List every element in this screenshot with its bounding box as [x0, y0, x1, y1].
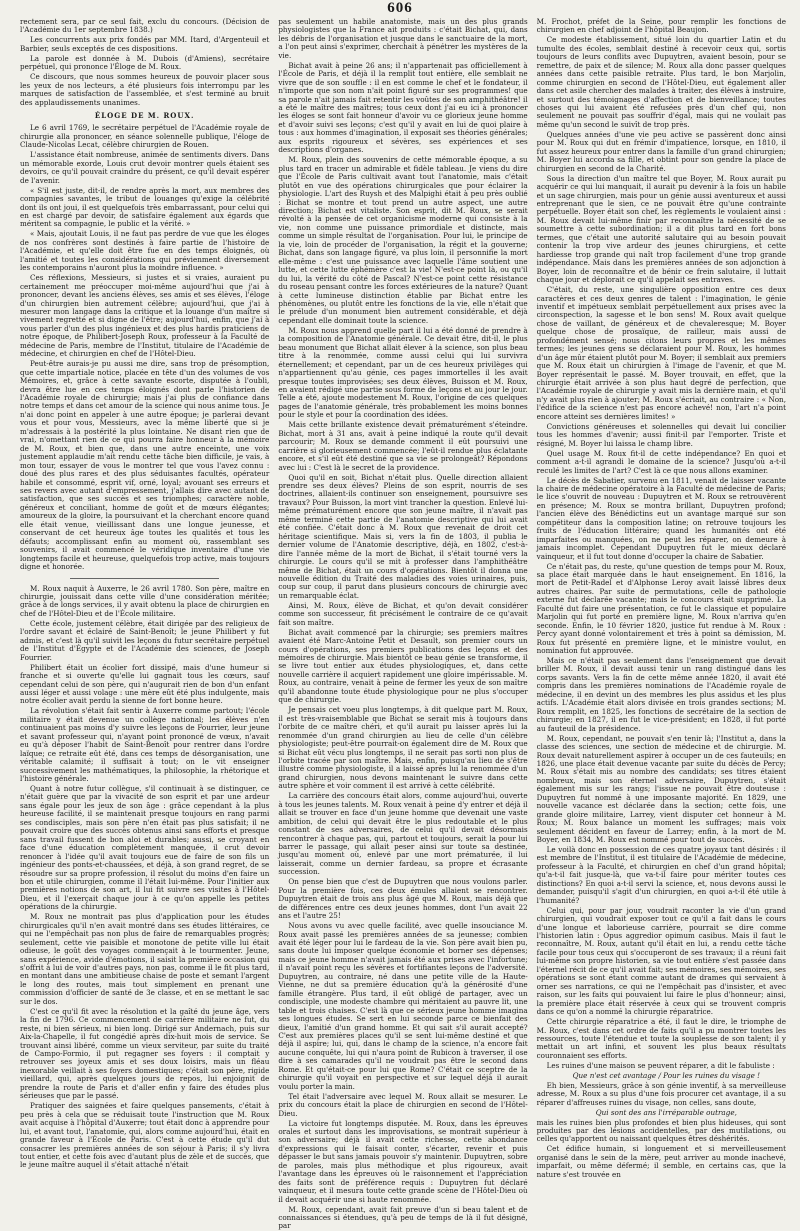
- paragraph: Ainsi, M. Roux, élève de Bichat, et qu'on devait considérer comme son successeur, fit précisément le contraire de ce qu'avait fait son maître.: [278, 600, 528, 627]
- paragraph: Je pensais cet voeu plus longtemps, à dit quelque part M. Roux, il est très-vraisemblable que Bichat se serait mis à toujours dans l'orbite de ce maître chéri, et qu'il aurait pu laisser après lui la renommée d'un grand chirurgien au lieu de celle d'un célèbre physiologiste; peut-être pourrait-on également dire de M. Roux que si Bichat eût vécu plus longtemps, il ne serait pas sorti non plus de l'orbite tracée par son maître. Mais, enfin, puisqu'au lieu de s'être illustré comme physiologiste, il a laissé après lui la renommée d'un grand chirurgien, nous devons maintenant le suivre dans cette autre sphère et voir comment il est arrivé à cette célébrité.: [278, 705, 528, 791]
- paragraph: Ces réflexions, Messieurs, si justes et si vraies, auraient pu certainement me préoccuper moi-même aujourd'hui que j'ai à prononcer, devant les anciens élèves, ses amis et ses élèves, l'éloge d'un chirurgien bien autrement célèbre; aujourd'hui, que j'ai à mesurer mon langage dans la critique et la louange d'un maître si vivement regretté et si digne de l'être; aujourd'hui, enfin, que j'ai à vous parler d'un des plus ingénieux et des plus hardis praticiens de notre époque, de Philibert-Joseph Roux, professeur à la Faculté de médecine de Paris, membre de l'Institut, titulaire de l'Académie de médecine, et chirurgien en chef de l'Hôtel-Dieu.: [20, 273, 270, 359]
- paragraph: pas seulement un habile anatomiste, mais un des plus grands physiologistes que la France ait produits : c'était Bichat, qui, dans les débris de l'organisation et jusque dans le sanctuaire de la mort, a l'on peut ainsi s'exprimer, cherchait à pénétrer les mystères de la vie.: [278, 17, 528, 60]
- column-middle: [278, 17, 528, 1231]
- paragraph: M. Roux, plein des souvenirs de cette mémorable époque, a su plus tard en tracer un admirable et fidèle tableau. Je viens du dire que l'École de Paris cultivait avant tout l'anatomie, mais c'était plutôt en vue des opérations chirurgicales que pour éclairer la physiologie. L'art des Ruysh et des Malpighi était à peu près oublié : Bichat se montre et tout prend un autre aspect, une autre direction; Bichat est vitaliste. Son esprit, dit M. Roux, se serait révolté à la pensée de cet organicisme moderne qui consiste à la vie, non comme une puissance primordiale et distincte, mais comme un simple résultat de l'organisation. Pour lui, le principe de la vie, loin de procéder de l'organisation, la régit et la gouverne; Bichat, dans son langage figuré, va plus loin, il personnifie la mort elle-même : c'est une puissance avec laquelle l'âme soutient une lutte, et cette lutte éphémère c'est la vie! N'est-ce point là, ou qu'il du lui, la vérité du côté de Pascal? N'est-ce point cette résistance du roseau pensant contre les forces extérieures de la nature? Quant à cette lumineuse distinction établie par Bichat entre les phénomènes, ou plutôt entre les fonctions de la vie, elle n'était que le prélude d'un monument bien autrement considérable, et déjà cependant elle dominait toute la science.: [278, 155, 528, 325]
- paragraph: Le 6 avril 1769, le secrétaire perpétuel de l'Académie royale de chirurgie alla prononcer, en séance solennelle publique, l'éloge de Claude-Nicolas Lecat, célèbre chirurgien de Rouen.: [20, 123, 270, 150]
- paragraph: Le voilà donc en possession de ces quatre joyaux tant désirés : il est membre de l'Institut, il est titulaire de l'Académie de médecine, professeur à la Faculté, et chirurgien en chef d'un grand hôpital; qu'a-t-il fait jusque-là, que va-t-il faire pour mériter toutes ces distinctions? En quoi a-t-il servi la science, et, nous devons aussi le demander, puisqu'il s'agit d'un chirurgien, en quoi a-t-il été utile à l'humanité?: [536, 845, 786, 905]
- paragraph: Les concurrents aux prix fondés par MM. Itard, d'Argenteuil et Barbier, seuls exceptés de ces dispositions.: [20, 35, 270, 53]
- paragraph: Le décès de Sabatier, survenu en 1811, venait de laisser vacante la chaire de médecine opératoire à la Faculté de médecine de Paris; le lice s'ouvrit de nouveau : Dupuytren et M. Roux se retrouvèrent en présence; M. Roux se montra brillant, Dupuytren profond; l'ancien élève des Bénédictins eut un avantage marqué sur son compétiteur dans la composition latine; on retrouve toujours les fruits de l'éducation littéraire; quand les humanités ont été imparfaites ou manquées, on ne peut les réparer, on demeure à jamais incomplet. Cependant Dupuytren fut le mieux déclaré vainqueur, et il fut tout donne d'occuper la chaire de Sabatier.: [536, 475, 786, 561]
- paragraph: Quant à notre futur collègue, s'il continuait à se distinguer, ce n'était guère que par la vivacité de son esprit et par une ardeur sans égale pour les jeux de son âge : grâce cependant à la plus heureuse facilité, il se maintenait presque toujours en rang parmi ses condisciples, mais son père n'en était pas plus satisfait; il ne pouvait croire que des succès obtenus ainsi sans efforts et presque sans travail fussent de bon aloi et durables; aussi, se croyant en face d'une éducation complètement manquée, il crut devoir renoncer à l'idée qu'il avait toujours eue de faire de son fils un ingénieur des ponts-et-chaussées, et déjà, à son grand regret, de se résoudre sur sa propre profession, il résolut du moins d'en faire un bon et utile chirurgien, comme il l'était lui-même. Pour l'initier aux premières notions de son art, il lui fit suivre ses visites à l'Hôtel-Dieu, et il l'exerçait chaque jour à ce qu'on appelle les petites opérations de la chirurgie.: [20, 783, 270, 912]
- section-title: ÉLOGE DE M. ROUX.: [94, 111, 195, 121]
- paragraph: Celui qui, pour par jour, voudrait raconter la vie d'un grand chirurgien, qui voudrait exposer tout ce qu'il a fait dans le cours d'une longue et laborieuse carrière, pourrait se dire comme l'historien latin : Opus aggredior opimum casibus. Mais il faut le reconnaître, M. Roux, autant qu'il était en lui, a rendu cette tâche facile pour tous ceux qui s'occuperont de ses travaux; il a réuni fait lui-même son propre historien, sa vie tout entière s'est passée dans l'éternel récit de ce qu'il avait fait; ses mémoires, ses mémoires, ses opérations se sont étant comme autant de drames qui servaient à orner ses narrations, ce qui ne l'empêchait pas d'insister, et avec raison, sur les faits qui pouvaient lui faire le plus d'honneur; ainsi, la première place était réservée à ceux qui se trouvent compris dans ce qu'on a nommé la chirurgie réparatrice.: [536, 905, 786, 1017]
- paragraph: mais les ruines bien plus profondes et bien plus hideuses, qui sont produites par des lésions accidentelles, par des mutilations, ou celles qu'apportent ou naissant quelques êtres déshérités.: [536, 1117, 786, 1144]
- paragraph: Les ruines d'une maison se peuvent réparer, a dit le fabuliste :: [546, 1060, 775, 1070]
- paragraph: Ce n'était pas, du reste, qu'une question de temps pour M. Roux, sa place était marquée dans le haut enseignement. En 1816, la mort de Petit-Radel et d'Alphonse Leroy avait laissé libres deux autres chaires. Par suite de permutations, celle de pathologie externe fut déclarée vacante; mais le concours était supprimé. La Faculté dut faire une présentation, ce fut le classique et populaire Marjolin qui fut porté en première ligne, M. Roux n'arriva qu'en seconde. Enfin, le 10 février 1820, justice fut rendue à M. Roux : Percy ayant donné volontairement et très à point sa démission, M. Roux fut présenté en première ligne, et le ministre voulut, en nomination fut approuvée.: [536, 561, 786, 656]
- paragraph: M. Roux, cependant, avait fait preuve d'un si beau talent et de connaissances si étendues, qu'à peu de temps de là il fut désigné, par: [278, 1204, 528, 1231]
- paragraph: C'est ce qu'il fit avec la résolution et la gaîté du jeune âge, vers la fin de 1796. Ce commencement de carrière militaire ne fut, du reste, ni bien sérieux, ni bien long. Dirigé sur Andernach, puis sur Aix-la-Chapelle, il fut congédié après dix-huit mois de service. Se trouvant ainsi libéré, comme un vieux serviteur, par suite du traité de Campo-Formio, il put regagner ses foyers : il comptait y retrouver ses joyeux amis et ses doux loisirs, mais un fléau inexorable veillait à ses foyers domestiques; c'était son père, rigide vieillard, qui, après quelques jours de repos, lui enjoignit de prendre la route de Paris et d'aller enfin y faire des études plus sérieuses que par le passé.: [20, 1006, 270, 1101]
- column-right: [536, 17, 786, 1179]
- paragraph: M. Frochot, préfet de la Seine, pour remplir les fonctions de chirurgien en chef adjoint de l'hôpital Beaujon.: [536, 17, 786, 35]
- paragraph: L'assistance était nombreuse, animée de sentiments divers. Dans un mémorable exorde, Louis crut devoir montrer quels étaient ses devoirs, ce qu'il pouvait craindre du présent, ce qu'il devait espérer de l'avenir.: [20, 150, 270, 185]
- paragraph: Cette chirurgie réparatrice a été, il faut le dire, le triomphe de M. Roux, c'est dans cet ordre de faits qu'il a pu montrer toutes les ressources, toute l'étendue et toute la souplesse de son talent; il y mettait un art infini, et souvent les plus beaux résultats couronnaient ses efforts.: [536, 1017, 786, 1060]
- page-number: 606: [387, 0, 413, 16]
- paragraph: « S'il est juste, dit-il, de rendre après la mort, aux membres des compagnies savantes, le tribut de louanges qu'exige la célébrité dont ils ont joui, il est quelquefois très embarrassant, pour celui qui en est chargé par devoir, de satisfaire également aux égards que méritent sa compagnie, le public et la vérité. »: [20, 185, 270, 229]
- paragraph: On pense bien que c'est de Dupuytren que nous voulons parler. Pour la première fois, ces deux émules allaient se rencontrer. Dupuytren était de trois ans plus âgé que M. Roux, mais déjà que de différences entre ces deux jeunes hommes, dont l'un avait 22 ans et l'autre 25!: [278, 877, 528, 921]
- paragraph: Mais cette brillante existence devait prématurément s'éteindre. Bichat, mort à 31 ans, avait à peine indiqué la route qu'il devait parcourir; M. Roux se demande comment il eût poursuivi une carrière si glorieusement commencée; l'eût-il rendue plus éclatante encore, et s'il eût été destiné que sa vie se prolongeât? Répondons avec lui : C'est là le secret de la providence.: [278, 420, 528, 472]
- column-left: [20, 17, 270, 1170]
- paragraph: Ce discours, que nous sommes heureux de pouvoir placer sous les yeux de nos lecteurs, a été plusieurs fois interrompu par les marques de satisfaction de l'assemblée, et s'est terminé au bruit des applaudissements unanimes.: [20, 72, 270, 107]
- paragraph: Nous avons vu avec quelle facilité, avec quelle insouciance M. Roux avait passé les premières années de sa jeunesse; combien avait été léger pour lui le fardeau de la vie. Son père avait bien pu, sans doute lui imposer quelque économie et borner ses dépenses; mais ce jeune homme n'avait jamais été aux prises avec l'infortune; il n'avait point reçu les sévères et fortifiantes leçons de l'adversité. Dupuytren, au contraire, né dans une petite ville de la Haute-Vienne, ne dut sa première éducation qu'à la générosité d'une famille étrangère. Plus tard, il eût obligé de partager, avec un condisciple, une modeste chambre qui méritaient au pauvre lit, une table et trois chaises. C'est là que ce sérieux jeune homme imagina ses longues études. Se sert en lui seconde parce ce bienfait des dieux, l'amitié d'un grand homme. Et qui sait s'il aurait accepté? C'est aux premières places qu'il se sent lui-même destiné et que déjà il aspire; lui, qui, dans le champ de la science, n'a encore fait aucune conquête, lui qui n'aura point de Rubicon à traverser, il ose dire à ses camarades qu'il ne voudrait pas être le second dans Rome. Et qu'était-ce pour lui que Rome? C'était ce sceptre de la chirurgie qu'il voyait en perspective et sur lequel déjà il aurait voulu porter la main.: [278, 921, 528, 1091]
- paragraph: Quoi qu'il en soit, Bichat n'était plus. Quelle direction allaient prendre ses deux élèves? Pleins de son esprit, nourris de ses doctrines, allaient-ils continuer son enseignement, poursuivre ses travaux? Pour Buisson, la mort vint trancher la question. Enlevé lui-même prématurément encore que son jeune maître, il n'avait pas même terminé cette partie de l'anatomie descriptive qui lui avait été confiée. C'était donc à M. Roux que revenait de droit cet héritage scientifique. Mais si, vers la fin de 1803, il publia le dernier volume de l'Anatomie descriptive, déjà, en 1802, c'est-à-dire l'année même de la mort de Bichat, il s'était tourné vers la chirurgie. Le cours qu'il se mit à professer dans l'amphithéâtre même de Bichat, était un cours d'opérations. Bientôt il donna une nouvelle édition du Traité des maladies des voies urinaires, puis, coup sur coup, il parut dans plusieurs concours de chirurgie avec un remarquable éclat.: [278, 472, 528, 600]
- section-divider: [70, 578, 220, 579]
- paragraph: La carrière des concours était alors, comme aujourd'hui, ouverte à tous les jeunes talents. M. Roux venait à peine d'y entrer et déjà il allait se trouver en face d'un jeune homme que devenait une vaste ambition, de celui qui devait être le plus redoutable et le plus constant de ses adversaires, de celui qu'il devait désormais rencontrer à chaque pas, qui, partout et toujours, serait la pour lui barrer le passage, qui allait peser ainsi sur toute sa destinée, jusqu'au moment où, enlevé par une mort prématurée, il lui laisserait, comme un dernier fardeau, sa propre et écrasante succession.: [278, 791, 528, 877]
- paragraph: Convictions généreuses et solennelles qui devait lui concilier tous les hommes d'avenir; aussi finit-il par l'emporter. Triste et résigné, M. Boyer lui laissa le champ libre.: [536, 421, 786, 448]
- paragraph: M. Roux, cependant, ne pouvait s'en tenir là; l'Institut a, dans la classe des sciences, une section de médecine et de chirurgie. M. Roux devait naturellement aspirer à occuper un de ces fauteuils; en 1826, une place était devenue vacante par suite du décès de Percy; M. Roux s'était mis au nombre des candidats; ses titres étaient nombreux, mais son éternel adversaire, Dupuytren, s'était également mis sur les rangs; l'issue ne pouvait être douteuse : Dupuytren fut nommé à une imposante majorité. En 1829, une nouvelle vacance est déclarée dans la section; cette fois, une grande gloire militaire, Larrey, vient disputer cet honneur à M. Roux; M. Roux balance un moment les suffrages; mais voix seulement décident en faveur de Larrey; enfin, à la mort de M. Boyer, en 1834, M. Roux est nommé pour tout de succès.: [536, 733, 786, 845]
- paragraph: Ce modeste établissement, situé loin du quartier Latin et du tumulte des écoles, semblait destiné à recevoir ceux qui, sortis toujours de leurs conflits avec Dupuytren, avaient besoin, pour se remettre, de paix et de silence; M. Roux alla donc passer quelques années dans cette paisible retraite. Plus tard, le bon Marjolin, comme chirurgien en second de l'Hôtel-Dieu, eut également aller dans cet asile chercher des malades à traiter, des élèves à instruire, et surtout des témoignages d'affection et de bienveillance; toutes choses qui lui avaient été refusées près d'un chef qui, non seulement ne pouvait pas souffrir d'égal, mais qui ne voulait pas même qu'un second le suivît de trop près.: [536, 35, 786, 129]
- paragraph: La parole est donnée à M. Dubois (d'Amiens), secrétaire perpétuel, qui prononce l'Éloge de M. Roux.: [20, 53, 270, 72]
- text-columns: [20, 17, 786, 1231]
- paragraph: C'était, du reste, une singulière opposition entre ces deux caractères et ces deux genres de talent : l'imagination, le génie inventif et impétueux semblait perpétuellement aux prises avec la circonspection, la sagesse et le bon sens! M. Roux avait quelque chose de vaillant, de généreux et de chevaleresque; M. Boyer quelque chose de prosaïque, de railleur, mais aussi de profondément sensé; nous citons leurs propres et les mêmes termes; les jeunes gens se déclaraient pour M. Roux, les hommes d'un âge mûr étaient plutôt pour M. Boyer; il semblait aux premiers que M. Roux était un chirurgien à l'image de l'avenir, et que M. Boyer représentait le passé. M. Boyer trouvait, en effet, que la chirurgie était arrivée à son plus haut degré de perfection, que l'Académie royale de chirurgie y avait mis la dernière main, et qu'il n'y avait plus rien à ajouter; M. Roux s'écriait, au contraire : « Non, l'édifice de la science n'est pas encore achevé! non, l'art n'a point encore atteint ses dernières limites! »: [536, 285, 786, 421]
- paragraph: Bichat avait à peine 26 ans; il n'appartenait pas officiellement à l'École de Paris, et déjà il la remplit tout entière, elle semblait ne vivre que de son souffle : il en est comme le chef et le fondateur, il n'importe que son nom n'ait point figuré sur ses programmes! que sa parole n'ait jamais fait retentir les voûtes de son amphithéâtre! il a été le maître des maîtres; tous ceux dont j'ai eu ici à prononcer les éloges se sont fait honneur d'avoir vu ce glorieux jeune homme et d'avoir suivi ses leçons; c'est qu'il y avait en lui de quoi plaire à tous : aux hommes d'imagination, il exposait ses théories générales; aux esprits rigoureux et sévères, ses expériences et ses descriptions d'organes.: [278, 60, 528, 155]
- paragraph: Sous la direction d'un maître tel que Boyer, M. Roux aurait pu acquérir ce qui lui manquait, il aurait pu devenir à la fois un habile et un sage chirurgien, mais pour un génie aussi aventureux et aussi entreprenant que le sien, ce ne pouvait être qu'une contrainte perpétuelle. Boyer était son chef, les règlements le voulaient ainsi : M. Roux devait lui-même finir par reconnaître la nécessité de se soumettre à cette subordination; il a dit plus tard en fort bons termes, que c'était une autorité salutaire qui au besoin pouvait contenir la trop vive ardeur des jeunes chirurgiens, et cette hardiesse trop grande qui naît trop facilement d'une trop grande indépendance. Mais dans les premières années de son adjonction à Boyer, loin de reconnaître et de bénir ce frein salutaire, il luttait chaque jour et déplorait ce qu'il appelait ses entraves.: [536, 173, 786, 285]
- verse-quote: Que n'est cet avantage / Pour les ruines du visage !: [572, 1070, 760, 1080]
- paragraph: Peut-être aurais-je pu aussi me dire, sans trop de présomption, que cette impartiale notice, placée en tête d'un des volumes de vos Mémoires, et, grâce à cette savante escorte, disputée à l'oubli, devra être lue en ces temps éloignés dont parle l'historien de l'Académie royale de chirurgie; mais j'ai plus de confiance dans notre temps et dans cet amour de la science qui nous anime tous. Je n'ai donc point en appeler à une autre époque; je parlerai devant vous et pour vous, Messieurs, avec la même liberté que si je m'adressais à la postérité la plus lointaine. Ne disant rien que de vrai, n'omettant rien de ce qui pourra faire honneur à la mémoire de M. Roux, et bien que, dans une autre enceinte, une voix justement applaudie m'ait rendu cette tâche bien difficile, je vais, à mon tour, essayer de vous le montrer tel que vous l'avez connu : doué des plus rares et des plus séduisantes facultés, opérateur habile et consommé, esprit vif, orné, loyal; avouant ses erreurs et ses revers avec autant d'empressement, j'allais dire avec autant de satisfaction, que ses succès et ses triomphes; caractère noble, généreux et conciliant, homme de goût et de mœurs élégantes; amoureux de la gloire, la poursuivant et la cherchant encore quand elle était venue, vieillissant dans une longue jeunesse, et conservant de cet heureux âge toutes les qualités et tous les défauts; accomplissant enfin au moment où, rassemblant ses souvenirs, il avait commencé le véridique inventaire d'une vie longtemps facile et heureuse, quelquefois trop active, mais toujours digne et honorée.: [20, 359, 270, 572]
- paragraph: Tel était l'adversaire avec lequel M. Roux allait se mesurer. Le prix du concours était la place de chirurgien en second de l'Hôtel-Dieu.: [278, 1091, 528, 1118]
- paragraph: M. Roux ne montrait pas plus d'application pour les études chirurgicales qu'il n'en avait montré dans ses études littéraires, ce qui ne l'empêchait pas non plus de faire de remarquables progrès; seulement, cette vie paisible et monotone de petite ville lui était odieuse, le goût des voyages commençait à le tourmenter. Jeune, sans expérience, avide d'émotions, il saisit la première occasion qui s'offrit à lui de voir d'autres pays, non pas, comme il le fit plus tard, en montant dans une ambitieuse chaise de poste et semant l'argent le long des routes, mais tout simplement en prenant une commission d'officier de santé de 3e classe, et en se mettant le sac sur le dos.: [20, 912, 270, 1006]
- paragraph: Quelques années d'une vie peu active se passèrent donc ainsi pour M. Roux qui dut en frémir d'impatience, lorsque, en 1810, il fut assez heureux pour entrer dans la famille d'un grand chirurgien; M. Boyer lui accorda sa fille, et obtint pour son gendre la place de chirurgien en second de la Charité.: [536, 129, 786, 173]
- paragraph: Cet édifice humain, si longuement et si merveilleusement organisé dans le sein de la mère, peut arriver au monde inachevé, imparfait, ou même défermé; il semble, en certains cas, que la nature s'est trouvée en: [536, 1144, 786, 1179]
- paragraph: Quel usage M. Roux fit-il de cette indépendance? En quoi et comment a-t-il agrandi le domaine de la science? Jusqu'où a-t-il reculé les limites de l'art? C'est là ce que nous allons examiner.: [536, 448, 786, 475]
- paragraph: Bichat avait commencé par la chirurgie; ses premiers maîtres avaient été Marc-Antoine Petit et Desault, son premier cours un cours d'opérations, ses premiers publications des leçons et des mémoires de chirurgie. Mais bientôt ce beau génie se transforme, il se livre tout entier aux études physiologiques, et, dans cette nouvelle carrière il acquiert rapidement une gloire impérissable. M. Roux, au contraire, venait à peine de fermer les yeux de son maître qu'il abandonne toute étude physiologique pour ne plus s'occuper que de chirurgie.: [278, 627, 528, 705]
- paragraph: Eh bien, Messieurs, grâce à son génie inventif, à sa merveilleuse adresse, M. Roux a su plus d'une fois procurer cet avantage, il a su réparer d'affreuses ruines du visage, non celles, sans doute,: [536, 1080, 786, 1107]
- paragraph: « Mais, ajoutait Louis, il ne faut pas perdre de vue que les éloges de nos confrères sont destinés à faire partie de l'histoire de l'Académie, et qu'elle doit être fue en des temps éloignés, où l'amitié et toutes les considérations qui prévienment diversement les contemporains n'auront plus la moindre influence. »: [20, 229, 270, 273]
- paragraph: La révolution s'était fait sentir à Auxerre comme partout; l'école militaire y était devenue un collège national; les élèves n'en continuaient pas moins d'y suivre les leçons de Fourrier, leur jeune et savant professeur qui, n'ayant point prononcé de vœux, n'avait eu qu'à déposer l'habit de Saint-Benoît pour rentrer dans l'ordre laïque; ce retraite eût été, dans ces temps de désorganisation, une véritable calamité; il suffisait à tout; on le vit enseigner successivement les mathématiques, la philosophie, la rhétorique et l'histoire générale.: [20, 706, 270, 784]
- paragraph: rectement sera, par ce seul fait, exclu du concours. (Décision de l'Académie du 1er septembre 1838.): [20, 17, 270, 35]
- paragraph: Pratiquer des saignées et faire quelques pansements, c'était à peu près à cela que se réduisait toute l'instruction que M. Roux avait acquise à l'hôpital d'Auxerre; tout était donc à apprendre pour lui, et avant tout, l'anatomie, qui, alors comme aujourd'hui, était en grande faveur à l'École de Paris. C'est à cette étude qu'il dut consacrer les premières années de son séjour à Paris; il s'y livra tout entier, et cette fois avec d'autant plus de zèle et de succès, que le jeune maître auquel il s'était attaché n'était: [20, 1101, 270, 1170]
- paragraph: Mais ce n'était pas seulement dans l'enseignement que devait briller M. Roux, il devait aussi tenir un rang distingué dans les corps savants. Vers la fin de cette même année 1820, il avait été compris dans les premières nominations de l'Académie royale de médecine, il en devint un des membres les plus assidus et les plus actifs. L'Académie était alors divisée en trois grandes sections; M. Roux remplit, en 1825, les fonctions de secrétaire de la section de chirurgie; en 1827, il en fut le vice-président; en 1828, il fut porté au fauteuil de la présidence.: [536, 656, 786, 733]
- paragraph: Cette école, justement célèbre, était dirigée par des religieux de l'ordre savant et éclairé de Saint-Benoît; le jeune Philibert y fut admis, et c'est là qu'il suivit les leçons du futur secrétaire perpétuel de l'Institut d'Égypte et de l'Académie des sciences, de Joseph Fourrier.: [20, 618, 270, 662]
- paragraph: M. Roux nous apprend quelle part il lui a été donné de prendre à la composition de l'Anatomie générale. Ce devait être, dit-il, le plus beau monument que Bichat allait élever à la science, son plus beau titre à la renommée, comme aussi celui qui lui survivra éternellement; et cependant, par un de ces heureux privilèges qui n'appartiennent qu'au génie, ces pages immortelles il les avait presque toutes improvisées; ses deux élèves, Buisson et M. Roux, en avaient rédigé une partie sous forme de leçons et au jour le jour. Telle a été, ajoute modestement M. Roux, l'origine de ces quelques pages de l'anatomie générale, très probablement les moins bonnes pour le style et pour la coordination des idées.: [278, 325, 528, 420]
- paragraph: La victoire fut longtemps disputée. M. Roux, dans les épreuves orales et surtout dans les improvisations, se montrait supérieur à son adversaire; déjà il avait cette richesse, cette abondance d'expressions qui le faisait conter, s'écarter, revenir et puis dépasser le but sans jamais pouvoir s'y maintenir. Dupuytren, sobre de paroles, mais plus méthodique et plus rigoureux, avait l'avantage dans les épreuves où le raisonnement et l'appréciation des faits sont de préférence requis : Dupuytren fut déclaré vainqueur, et il mesura toute cette grande scène de l'Hôtel-Dieu où il devait acquérir une si haute renommée.: [278, 1118, 528, 1204]
- paragraph: M. Roux naquit à Auxerre, le 26 avril 1780. Son père, maître en chirurgie, jouissait dans cette ville d'une considération méritée; grâce à de longs services, il y avait obtenu la place de chirurgien en chef de l'Hôtel-Dieu et de l'École militaire.: [20, 583, 270, 618]
- paragraph: Philibert était un écolier fort dissipé, mais d'une humeur si franche et si ouverte qu'elle lui gagnait tous les cœurs, sauf cependant celui de son père, qui n'augurait rien de bon d'un enfant aussi léger et aussi volage : une mère eût été plus indulgente, mais notre écolier avait perdu la sienne de fort bonne heure.: [20, 662, 270, 706]
- verse-quote: Qui sont des ans l'irréparable outrage,: [595, 1107, 737, 1117]
